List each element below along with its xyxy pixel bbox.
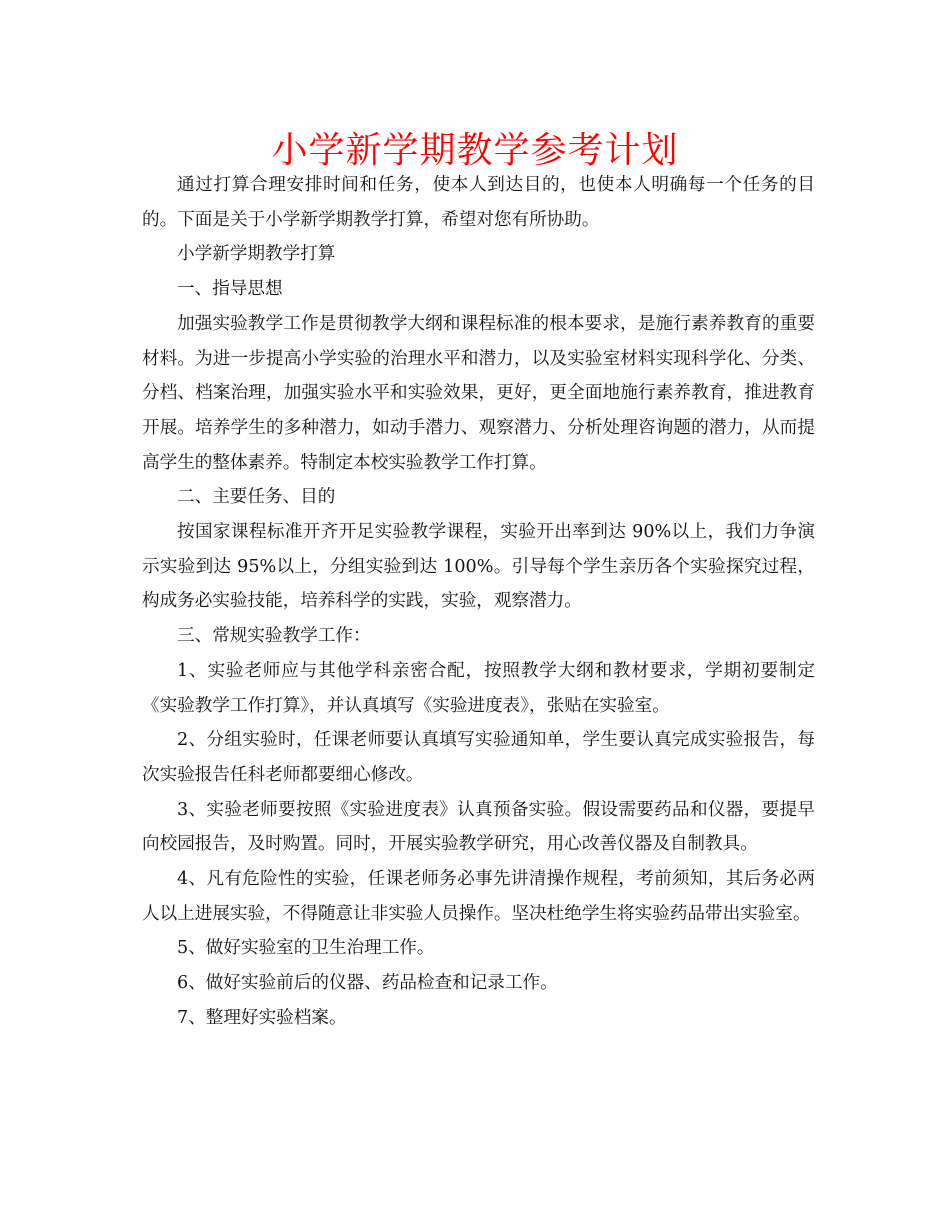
list-item-2: 2、分组实验时，任课老师要认真填写实验通知单，学生要认真完成实验报告，每次实验报告任科老师都要细心修改。: [142, 730, 815, 785]
list-item-4: 4、凡有危险性的实验，任课老师务必事先讲清操作规程，考前须知，其后务必两人以上进展实验，不得随意让非实验人员操作。坚决杜绝学生将实验药品带出实验室。: [142, 869, 815, 924]
list-item-7: 7、整理好实验档案。: [177, 1007, 347, 1028]
document-body: [142, 168, 815, 1036]
paragraph-intro: 通过打算合理安排时间和任务，使本人到达目的，也使本人明确每一个任务的目的。下面是关于小学新学期教学打算，希望对您有所协助。: [142, 175, 815, 230]
list-item-6: 6、做好实验前后的仪器、药品检查和记录工作。: [177, 973, 558, 994]
list-item-1: 1、实验老师应与其他学科亲密合配，按照教学大纲和教材要求，学期初要制定《实验教学工作打算》，并认真填写《实验进度表》，张贴在实验室。: [142, 660, 815, 716]
paragraph-guiding-thought: 加强实验教学工作是贯彻教学大纲和课程标准的根本要求，是施行素养教育的重要材料。为进一步提高小学实验的治理水平和潜力，以及实验室材料实现科学化、分类、分档、档案治理，加强实验水平和实验效果，更好，更全面地施行素养教育，推进教育开展。培养学生的多种潜力，如动手潜力、观察潜力、分析处理咨询题的潜力，从而提高学生的整体素养。特制定本校实验教学工作打算。: [142, 313, 815, 473]
list-item-5: 5、做好实验室的卫生治理工作。: [177, 938, 435, 959]
section-heading-3: 三、常规实验教学工作：: [177, 626, 371, 647]
paragraph-subtitle: 小学新学期教学打算: [177, 244, 336, 265]
paragraph-main-tasks: 按国家课程标准开齐开足实验教学课程，实验开出率到达 90%以上，我们力争演示实验到达 95%以上，分组实验到达 100%。引导每个学生亲历各个实验探究过程，构成务必实验技能，培养科学的实践，实验，观察潜力。: [142, 522, 815, 612]
document-title: 小学新学期教学参考计划: [271, 130, 679, 171]
section-heading-1: 一、指导思想: [177, 279, 283, 300]
list-item-3: 3、实验老师要按照《实验进度表》认真预备实验。假设需要药品和仪器，要提早向校园报告，及时购置。同时，开展实验教学研究，用心改善仪器及自制教具。: [142, 799, 815, 855]
section-heading-2: 二、主要任务、目的: [177, 487, 336, 508]
